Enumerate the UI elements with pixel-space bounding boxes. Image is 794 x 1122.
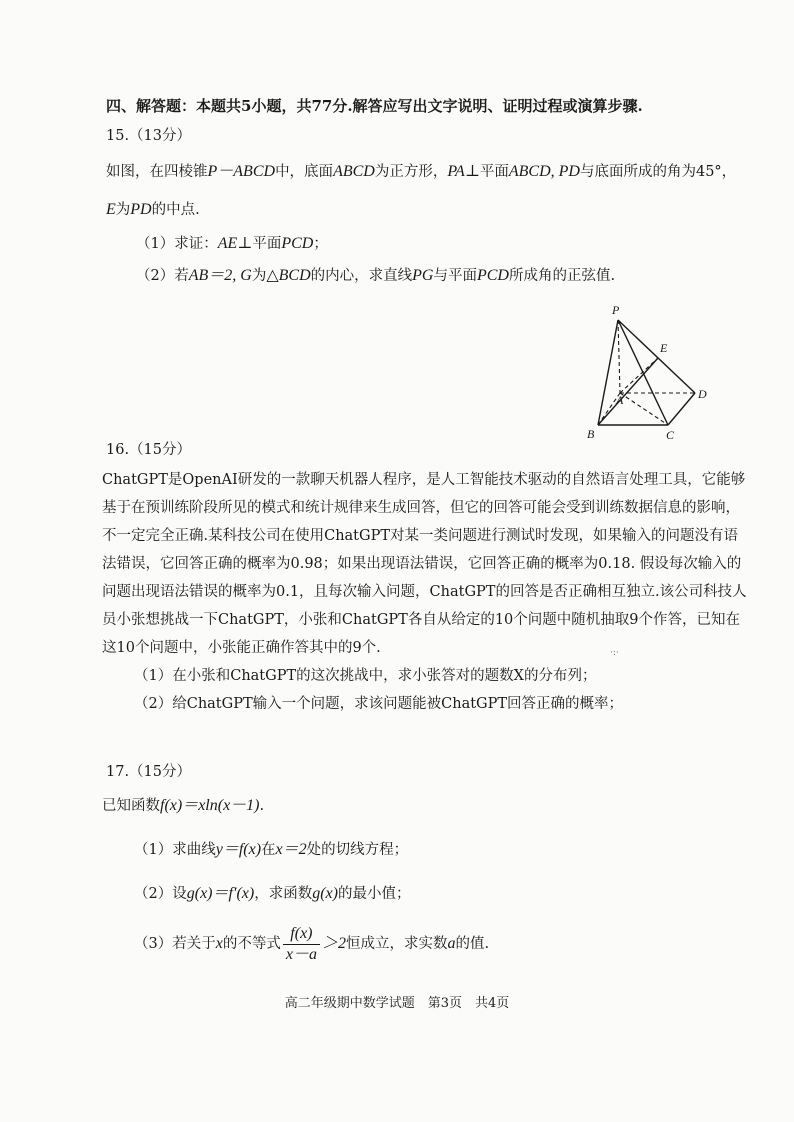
q16-part2: （2）给ChatGPT输入一个问题，求该问题能被ChatGPT回答正确的概率； xyxy=(134,696,624,712)
q17-math: y＝f(x) xyxy=(215,841,262,858)
q15-text: 中，底面 xyxy=(275,164,334,180)
q15-part1 xyxy=(136,234,328,254)
q15-number: 15.（13分） xyxy=(106,128,192,144)
edge-pb xyxy=(598,320,618,425)
q15-text: （2）若 xyxy=(136,268,189,284)
q16-part1: （1）在小张和ChatGPT的这次挑战中，求小张答对的题数X的分布列； xyxy=(134,668,597,684)
pyramid-figure xyxy=(578,300,718,450)
q17-math: g(x)＝f′(x) xyxy=(186,885,255,902)
inequality-fraction xyxy=(283,924,320,965)
q17-text: 的值. xyxy=(455,936,490,952)
q17-text: 处的切线方程； xyxy=(306,842,409,858)
q17-text: . xyxy=(259,798,265,814)
q15-text: 为 xyxy=(251,268,267,284)
q17-text: ，求函数 xyxy=(254,886,313,902)
q17-math: x xyxy=(215,935,223,952)
q15-math: PG xyxy=(412,267,434,284)
q17-definition xyxy=(102,796,264,816)
q17-text: 的最小值； xyxy=(337,886,411,902)
q15-math: PA⊥ xyxy=(447,163,480,180)
q15-math: ABCD xyxy=(333,163,375,180)
q17-part1 xyxy=(134,840,408,860)
label-e: E xyxy=(660,341,668,355)
label-c: C xyxy=(666,428,675,442)
label-a: A xyxy=(616,393,624,407)
q15-math: P－ABCD xyxy=(207,163,276,180)
q17-math: ＞2 xyxy=(321,935,346,952)
q15-text: 的内心，求直线 xyxy=(310,268,413,284)
q17-math: f(x)＝xln(x－1) xyxy=(160,797,260,814)
edge-pa xyxy=(618,320,620,393)
q17-text: 在 xyxy=(261,842,276,858)
q16-stem-line: ChatGPT是OpenAI研发的一款聊天机器人程序，是人工智能技术驱动的自然语言处理工具，它能够 xyxy=(102,472,746,488)
edge-cd xyxy=(668,393,695,425)
q15-text: 平面 xyxy=(479,164,509,180)
q17-math: g(x) xyxy=(312,885,338,902)
q15-stem-line1 xyxy=(106,162,736,182)
q16-stem-line: 这10个问题中，小张能正确作答其中的9个. xyxy=(102,640,381,656)
q17-text: （3）若关于 xyxy=(134,936,216,952)
label-b: B xyxy=(587,427,595,441)
q15-text: 如图，在四棱锥 xyxy=(106,164,208,180)
q16-stem-line: 问题出现语法错误的概率为0.1，且每次输入问题，ChatGPT的回答是否正确相互独立.该公司科技人 xyxy=(102,584,747,600)
q15-math: ABCD, PD xyxy=(508,163,580,180)
q15-math: AE⊥ xyxy=(217,235,253,252)
q15-text: （1）求证： xyxy=(136,236,218,252)
q17-number: 17.（15分） xyxy=(106,764,192,780)
q16-stem-line: 法错误，它回答正确的概率为0.98；如果出现语法错误，它回答正确的概率为0.18. 假设每次输入的 xyxy=(102,556,742,572)
q15-math: PCD xyxy=(476,267,509,284)
q17-math: a xyxy=(447,935,456,952)
q15-math: PD xyxy=(130,201,152,218)
q15-text: ； xyxy=(313,236,328,252)
q15-stem-line2 xyxy=(106,200,200,220)
page-footer: 高二年级期中数学试题 第3页 共4页 xyxy=(284,996,510,1011)
q16-number: 16.（15分） xyxy=(106,442,192,458)
q17-text: 的不等式 xyxy=(222,936,281,952)
q15-text: 平面 xyxy=(252,236,282,252)
q16-stem-line: 员小张想挑战一下ChatGPT，小张和ChatGPT各自从给定的10个问题中随机抽取9个作答，已知在 xyxy=(102,612,741,628)
q16-stem-line: 基于在预训练阶段所见的模式和统计规律来生成回答，但它的回答可能会受到训练数据信息的影响， xyxy=(102,500,740,516)
q15-text: 的中点. xyxy=(151,202,200,218)
fraction-numerator: f(x) xyxy=(283,924,320,945)
q17-text: （2）设 xyxy=(134,886,187,902)
q15-math: AB＝2, G xyxy=(188,267,252,284)
edge-pd xyxy=(618,320,695,393)
q15-math: △BCD xyxy=(266,267,311,284)
q15-math: E xyxy=(106,201,116,218)
q15-part2 xyxy=(136,266,615,286)
q16-stem-line: 不一定完全正确.某科技公司在使用ChatGPT对某一类问题进行测试时发现，如果输入的问题没有语 xyxy=(102,528,739,544)
section-heading: 四、解答题：本题共5小题，共77分.解答应写出文字说明、证明过程或演算步骤. xyxy=(106,97,643,115)
fraction-denominator: x－a xyxy=(285,945,317,963)
label-p: P xyxy=(612,303,620,317)
q17-text: 恒成立，求实数 xyxy=(345,936,448,952)
q15-text: 为 xyxy=(115,202,131,218)
scan-speck: ·:· xyxy=(610,648,619,658)
q17-math: x＝2 xyxy=(275,841,307,858)
q17-text: （1）求曲线 xyxy=(134,842,216,858)
q15-math: PCD xyxy=(281,235,314,252)
edge-be xyxy=(598,358,658,425)
q17-part2 xyxy=(134,884,410,904)
q15-text: 所成角的正弦值. xyxy=(508,268,616,284)
label-d: D xyxy=(698,387,707,401)
q15-text: 为正方形， xyxy=(374,164,448,180)
q15-text: 与平面 xyxy=(433,268,477,284)
q15-text: 与底面所成的角为45°， xyxy=(579,164,737,180)
q17-part3 xyxy=(134,922,489,966)
q17-text: 已知函数 xyxy=(102,798,160,814)
